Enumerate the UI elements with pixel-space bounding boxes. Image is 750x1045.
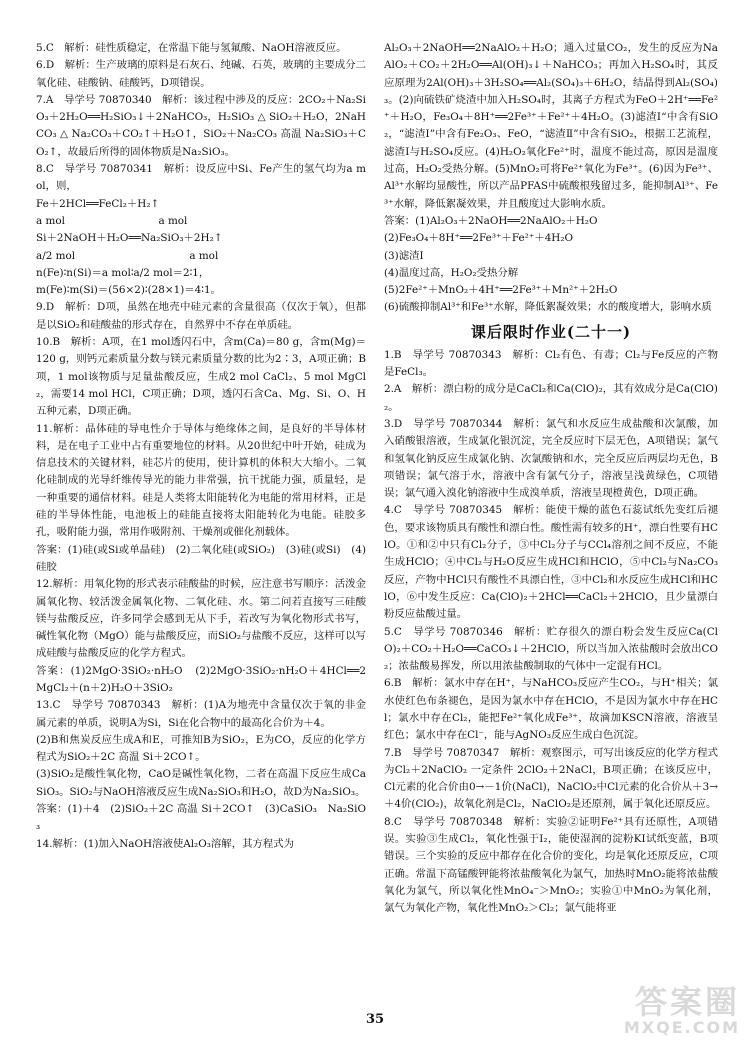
watermark-logo: [600, 985, 740, 1039]
equation-line: a/2 mol a mol: [36, 249, 219, 262]
answer-line: (2)Fe₃O₄＋8H⁺══2Fe³⁺＋Fe²⁺＋4H₂O: [384, 232, 574, 245]
page-number: 35: [365, 1012, 385, 1027]
answer-line: (6)硫酸抑制Al³⁺和Fe³⁺水解，降低絮凝效果；水的酸度增大，影响水质: [384, 301, 712, 314]
equation-line: Si＋2NaOH＋H₂O══Na₂SiO₃＋2H₂↑: [36, 232, 223, 245]
section-title: 课后限时作业(二十一): [470, 322, 632, 341]
answer-paragraph: Al₂O₃＋2NaOH══2NaAlO₂＋H₂O；通入过量CO₂，发生的反应为NaAlO₂＋CO₂＋2H₂O══Al(OH)₃↓＋NaHCO₃；再加入H₂SO₄时，其反应原理为2Al(OH)₃＋3H₂SO₄══Al₂(SO₄)₃＋6H₂O，结晶得到Al₂(SO₄)₃。(2)向硫铁矿烧渣中加入H₂SO₄时，其离子方程式为FeO＋2H⁺══Fe²⁺＋H₂O，Fe₃O₄＋8H⁺══2Fe³⁺＋Fe²⁺＋4H₂O。(3)滤渣Ⅰ“中含有SiO₂，“滤渣Ⅰ”中含有Fe₂O₃、FeO，“滤渣Ⅱ”中含有SiO₂，根据工艺流程，滤渣Ⅰ与H₂SO₄反应。(4)H₂O₂氧化Fe²⁺时，温度不能过高，原因是温度过高，H₂O₂受热分解。(5)MnO₂可将Fe²⁺氧化为Fe³⁺。(6)因为Fe³⁺、Al³⁺水解均显酸性，所以产品PFAS中硫酸根残留过多，能抑制Al³⁺、Fe³⁺水解，降低絮凝效果，并且酸度过大影响水质。: [384, 42, 718, 210]
answer-paragraph: 6.B 解析：氯水中存在H⁺，与NaHCO₃反应产生CO₂，与H⁺相关；氯水使红色布条褪色，是因为氯水中存在HClO，不是因为氯水中存在HCl；氯水中存在Cl₂，能把Fe²⁺氧化成Fe³⁺，故滴加KSCN溶液，溶液呈红色；氯水中存在Cl⁻，能与AgNO₃反应生成白色沉淀。: [384, 677, 718, 742]
answer-paragraph: 7.A 导学号 70870340 解析：该过程中涉及的反应：2CO₂＋Na₂SiO₃＋2H₂O══H₂SiO₃↓＋2NaHCO₃，H₂SiO₃ △ SiO₂＋H₂O，2NaHCO₃ △ Na₂CO₃＋CO₂↑＋H₂O↑，SiO₂＋Na₂CO₃ 高温 Na₂SiO₃＋CO₂↑，故最后所得的固体物质是Na₂SiO₃。: [36, 93, 366, 158]
answer-paragraph: 3.D 导学号 70870344 解析：氯气和水反应生成盐酸和次氯酸，加入硝酸银溶液，生成氯化银沉淀，完全反应时下层无色，A项错误；氯气和氢氧化钠反应生成氯化钠、次氯酸钠和水，完全反应后两层均无色，B项错误；氯气溶于水，溶液中含有氯气分子，溶液呈浅黄绿色，C项错误；氯气通入溴化钠溶液中生成溴单质，溶液呈现橙黄色，D项正确。: [384, 417, 718, 500]
answer-paragraph: 8.C 导学号 70870348 解析：实验②证明Fe²⁺具有还原性，A项错误。实验③生成Cl₂，氧化性强于I₂，能使湿润的淀粉KI试纸变蓝，B项错误。三个实验的反应中都存在化合价的变化，均是氧化还原反应，C项正确。常温下高锰酸钾能将浓盐酸氧化为氯气，加热时MnO₂能将浓盐酸氧化为氯气，所以氧化性MnO₄⁻＞MnO₂；实验①中MnO₂为氧化剂，氯气为氧化产物，氧化性MnO₂＞Cl₂；氯气能将亚: [384, 815, 718, 915]
answer-line: 答案：(1)＋4 (2)SiO₂＋2C 高温 Si＋2CO↑ (3)CaSiO₃ Na₂SiO₃: [36, 803, 366, 833]
answer-paragraph: 5.C 解析：硅性质稳定，在常温下能与氢氟酸、NaOH溶液反应。: [36, 42, 347, 54]
answer-line: (3)滤渣Ⅰ: [384, 249, 424, 262]
answer-line: (4)温度过高，H₂O₂受热分解: [384, 266, 519, 279]
answer-paragraph: 8.C 导学号 70870341 解析：设反应中Si、Fe产生的氢气均为a mol，则，: [36, 163, 366, 193]
answer-line: 答案：(1)硅(或Si或单晶硅) (2)二氧化硅(或SiO₂) (3)硅(或Si) (4)硅胶: [36, 543, 366, 573]
answer-paragraph: 14.解析：(1)加入NaOH溶液使Al₂O₃溶解，其方程式为: [36, 837, 295, 850]
answer-paragraph: 4.C 导学号 70870345 解析：能使干燥的蓝色石蕊试纸先变红后褪色，要求该物质具有酸性和漂白性。酸性需有较多的H⁺，漂白性要有HClO。①和②中只有Cl₂分子，③中Cl₂分子与CCl₄溶剂之间不反应，不能生成HClO；④中Cl₂与H₂O反应生成HCl和HClO，⑤中Cl₂与Na₂CO₃反应，产物中HCl只有酸性不具漂白性，③中Cl₂和水反应生成HCl和HClO，⑥中发生反应：Ca(ClO)₂＋2HCl══CaCl₂＋2HClO，且少量漂白粉反应盐酸过量。: [384, 504, 718, 621]
answer-paragraph: 9.D 解析：D项，虽然在地壳中硅元素的含量很高（仅次于氧），但都是以SiO₂和硅酸盐的形式存在，自然界中不存在单质硅。: [36, 301, 366, 331]
watermark-text: 答案圈: [634, 983, 740, 1021]
left-column: [36, 40, 366, 853]
right-column: [384, 40, 718, 918]
answer-paragraph: 10.B 解析：A项，在1 mol透闪石中，含m(Ca)＝80 g，含m(Mg)＝120 g，则钙元素质量分数与镁元素质量分数的比为2∶3，A项正确；B项，1 mol该物质与足量盐酸反应，生成2 mol CaCl₂、5 mol MgCl₂，需要14 mol HCl，C项正确；D项，透闪石含Ca、Mg、Si、O、H五种元素，D项正确。: [36, 336, 366, 418]
answer-paragraph: (2)B和焦炭反应生成A和E，可推知B为SiO₂，E为CO，反应的化学方程式为SiO₂＋2C 高温 Si＋2CO↑。: [36, 733, 366, 764]
equation-line: m(Fe)∶m(Si)＝(56×2)∶(28×1)＝4∶1。: [36, 284, 221, 297]
answer-line: 答案：(1)Al₂O₃＋2NaOH══2NaAlO₂＋H₂O: [384, 214, 598, 227]
equation-line: a mol a mol: [36, 214, 188, 227]
answer-paragraph: 5.C 导学号 70870346 解析：贮存很久的漂白粉会发生反应Ca(ClO)₂＋CO₂＋H₂O══CaCO₃↓＋2HClO，所以当加入浓盐酸时会放出CO₂；浓盐酸易挥发，所以用浓盐酸制取的气体中一定混有HCl。: [384, 625, 718, 673]
answer-line: (5)2Fe²⁺＋MnO₂＋4H⁺══2Fe³⁺＋Mn²⁺＋2H₂O: [384, 284, 618, 297]
answer-paragraph: 13.C 导学号 70870343 解析：(1)A为地壳中含量仅次于氧的非金属元素的单质，说明A为Si，Si在化合物中的最高化合价为＋4。: [36, 699, 366, 729]
answer-paragraph: 2.A 解析：漂白粉的成分是CaCl₂和Ca(ClO)₂，其有效成分是Ca(ClO)₂。: [384, 383, 718, 413]
watermark-url: MXQE.COM: [623, 1018, 740, 1037]
answer-paragraph: 11.解析：晶体硅的导电性介于导体与绝缘体之间，是良好的半导体材料，是在电子工业中占有重要地位的材料。从20世纪中叶开始，硅成为信息技术的关键材料，硅芯片的使用，使计算机的体积大大缩小。二氧化硅制成的光导纤维传导光的能力非常强，抗干扰能力强，质量轻，是一种重要的通信材料。硅是人类将太阳能转化为电能的常用材料，正是硅的半导体性能，电池板上的硅能直接将太阳能转化为电能。硅胶多孔，吸附能力强，常用作吸附剂、干燥剂或催化剂载体。: [36, 422, 366, 539]
answer-line: 答案：(1)2MgO·3SiO₂·nH₂O (2)2MgO·3SiO₂·nH₂O＋4HCl══2MgCl₂＋(n＋2)H₂O＋3SiO₂: [36, 664, 366, 694]
answer-paragraph: 7.B 导学号 70870347 解析：观察图示，可写出该反应的化学方程式为Cl₂＋2NaClO₂ 一定条件 2ClO₂＋2NaCl，B项正确；在该反应中，Cl元素的化合价由0→－1价(NaCl)，NaClO₂中Cl元素的化合价从＋3→＋4价(ClO₂)，故氧化剂是Cl₂，NaClO₂是还原剂，属于氧化还原反应。: [384, 746, 718, 811]
equation-line: Fe＋2HCl══FeCl₂＋H₂↑: [36, 197, 160, 210]
equation-line: n(Fe)∶n(Si)＝a mol∶a/2 mol＝2∶1，: [36, 266, 210, 279]
answer-paragraph: 6.D 解析：生产玻璃的原料是石灰石、纯碱、石英，玻璃的主要成分二氧化硅、硅酸钠、硅酸钙，D项错误。: [36, 59, 366, 89]
answer-paragraph: 12.解析：用氧化物的形式表示硅酸盐的时候，应注意书写顺序：活泼金属氧化物、较活泼金属氧化物、二氧化硅、水。第二问若直接写三硅酸镁与盐酸反应，许多同学会感到无从下手，若改写为氧化物形式书写，碱性氧化物（MgO）能与盐酸反应，而SiO₂与盐酸不反应，这样可以写成硅酸与盐酸反应的化学方程式。: [36, 578, 366, 660]
answer-paragraph: (3)SiO₂是酸性氧化物，CaO是碱性氧化物，二者在高温下反应生成CaSiO₃。SiO₂与NaOH溶液反应生成Na₂SiO₃和H₂O，故D为Na₂SiO₃。: [36, 768, 366, 798]
answer-paragraph: 1.B 导学号 70870343 解析：Cl₂有色、有毒；Cl₂与Fe反应的产物是FeCl₃。: [384, 348, 718, 379]
